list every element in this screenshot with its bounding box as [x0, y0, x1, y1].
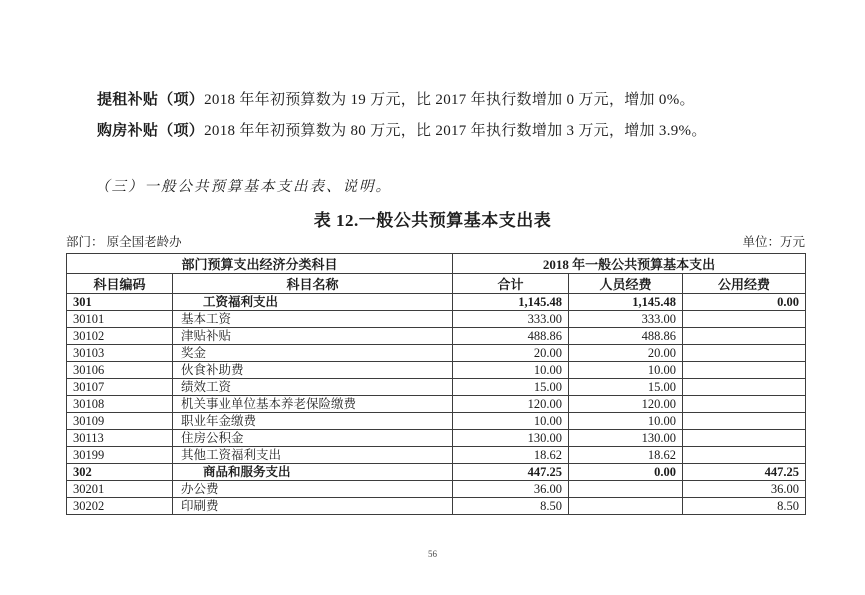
public-funds-cell — [683, 447, 806, 464]
total-cell: 130.00 — [453, 430, 569, 447]
public-funds-cell — [683, 328, 806, 345]
table-row — [67, 498, 806, 515]
table-row — [67, 345, 806, 362]
table-row — [67, 362, 806, 379]
table-row — [67, 294, 806, 311]
public-funds-cell — [683, 413, 806, 430]
paragraph-rent-subsidy — [97, 85, 797, 116]
personnel-funds-cell: 15.00 — [569, 379, 683, 396]
total-cell: 10.00 — [453, 362, 569, 379]
table-meta-row — [66, 232, 805, 250]
public-funds-cell: 8.50 — [683, 498, 806, 515]
subject-name-cell: 住房公积金 — [173, 430, 453, 447]
table-row — [67, 447, 806, 464]
personnel-funds-cell — [569, 498, 683, 515]
subject-code-cell: 301 — [67, 294, 173, 311]
paragraph-lead: 提租补贴（项） — [97, 92, 205, 108]
table-row — [67, 379, 806, 396]
header-subject-code: 科目编码 — [67, 274, 173, 294]
total-cell: 10.00 — [453, 413, 569, 430]
table-row — [67, 481, 806, 498]
subject-code-cell: 30106 — [67, 362, 173, 379]
table-row — [67, 430, 806, 447]
public-funds-cell — [683, 345, 806, 362]
header-columns-row — [67, 274, 806, 294]
header-personnel-funds: 人员经费 — [569, 274, 683, 294]
budget-table-body — [67, 294, 806, 515]
personnel-funds-cell: 488.86 — [569, 328, 683, 345]
subject-name-cell: 机关事业单位基本养老保险缴费 — [173, 396, 453, 413]
table-row — [67, 396, 806, 413]
public-funds-cell — [683, 430, 806, 447]
paragraph-text: 2018 年年初预算数为 80 万元，比 2017 年执行数增加 3 万元，增加 3.9%。 — [204, 123, 707, 139]
paragraph-housing-subsidy — [97, 116, 797, 147]
paragraph-text: 2018 年年初预算数为 19 万元，比 2017 年执行数增加 0 万元，增加 0%。 — [204, 92, 695, 108]
personnel-funds-cell: 10.00 — [569, 362, 683, 379]
public-funds-cell — [683, 379, 806, 396]
public-funds-cell: 0.00 — [683, 294, 806, 311]
subject-name-cell: 印刷费 — [173, 498, 453, 515]
header-total: 合计 — [453, 274, 569, 294]
subject-code-cell: 30109 — [67, 413, 173, 430]
table-row — [67, 328, 806, 345]
paragraph-lead: 购房补贴（项） — [97, 123, 205, 139]
budget-table-header — [67, 254, 806, 294]
personnel-funds-cell: 10.00 — [569, 413, 683, 430]
header-group-row — [67, 254, 806, 274]
header-group-basic-expenditure: 2018 年一般公共预算基本支出 — [453, 254, 806, 274]
total-cell: 333.00 — [453, 311, 569, 328]
total-cell: 488.86 — [453, 328, 569, 345]
subject-name-cell: 职业年金缴费 — [173, 413, 453, 430]
subject-name-cell: 办公费 — [173, 481, 453, 498]
total-cell: 18.62 — [453, 447, 569, 464]
subject-code-cell: 30113 — [67, 430, 173, 447]
section-heading: （三）一般公共预算基本支出表、说明。 — [95, 179, 392, 195]
subject-code-cell: 30101 — [67, 311, 173, 328]
subject-code-cell: 30103 — [67, 345, 173, 362]
subject-code-cell: 30202 — [67, 498, 173, 515]
subject-name-cell: 奖金 — [173, 345, 453, 362]
header-subject-name: 科目名称 — [173, 274, 453, 294]
department-label: 部门： 原全国老龄办 — [66, 235, 182, 249]
body-paragraphs — [97, 85, 797, 147]
total-cell: 20.00 — [453, 345, 569, 362]
public-funds-cell — [683, 396, 806, 413]
public-funds-cell — [683, 311, 806, 328]
public-funds-cell: 447.25 — [683, 464, 806, 481]
table-title: 表 12.一般公共预算基本支出表 — [313, 211, 552, 230]
table-row — [67, 413, 806, 430]
subject-name-cell: 津贴补贴 — [173, 328, 453, 345]
page-number: 56 — [428, 549, 437, 559]
header-public-funds: 公用经费 — [683, 274, 806, 294]
total-cell: 36.00 — [453, 481, 569, 498]
subject-code-cell: 302 — [67, 464, 173, 481]
budget-table — [66, 253, 806, 515]
subject-name-cell: 基本工资 — [173, 311, 453, 328]
table-row — [67, 311, 806, 328]
public-funds-cell — [683, 362, 806, 379]
subject-code-cell: 30199 — [67, 447, 173, 464]
personnel-funds-cell — [569, 481, 683, 498]
total-cell: 8.50 — [453, 498, 569, 515]
personnel-funds-cell: 130.00 — [569, 430, 683, 447]
subject-name-cell: 伙食补助费 — [173, 362, 453, 379]
subject-code-cell: 30107 — [67, 379, 173, 396]
personnel-funds-cell: 18.62 — [569, 447, 683, 464]
subject-code-cell: 30201 — [67, 481, 173, 498]
personnel-funds-cell: 333.00 — [569, 311, 683, 328]
personnel-funds-cell: 1,145.48 — [569, 294, 683, 311]
total-cell: 15.00 — [453, 379, 569, 396]
subject-code-cell: 30102 — [67, 328, 173, 345]
total-cell: 120.00 — [453, 396, 569, 413]
total-cell: 447.25 — [453, 464, 569, 481]
public-funds-cell: 36.00 — [683, 481, 806, 498]
unit-label: 单位：万元 — [742, 235, 805, 249]
subject-name-cell: 商品和服务支出 — [173, 464, 453, 481]
header-group-classification: 部门预算支出经济分类科目 — [67, 254, 453, 274]
personnel-funds-cell: 120.00 — [569, 396, 683, 413]
subject-name-cell: 工资福利支出 — [173, 294, 453, 311]
personnel-funds-cell: 0.00 — [569, 464, 683, 481]
total-cell: 1,145.48 — [453, 294, 569, 311]
subject-name-cell: 绩效工资 — [173, 379, 453, 396]
subject-name-cell: 其他工资福利支出 — [173, 447, 453, 464]
subject-code-cell: 30108 — [67, 396, 173, 413]
table-row — [67, 464, 806, 481]
personnel-funds-cell: 20.00 — [569, 345, 683, 362]
